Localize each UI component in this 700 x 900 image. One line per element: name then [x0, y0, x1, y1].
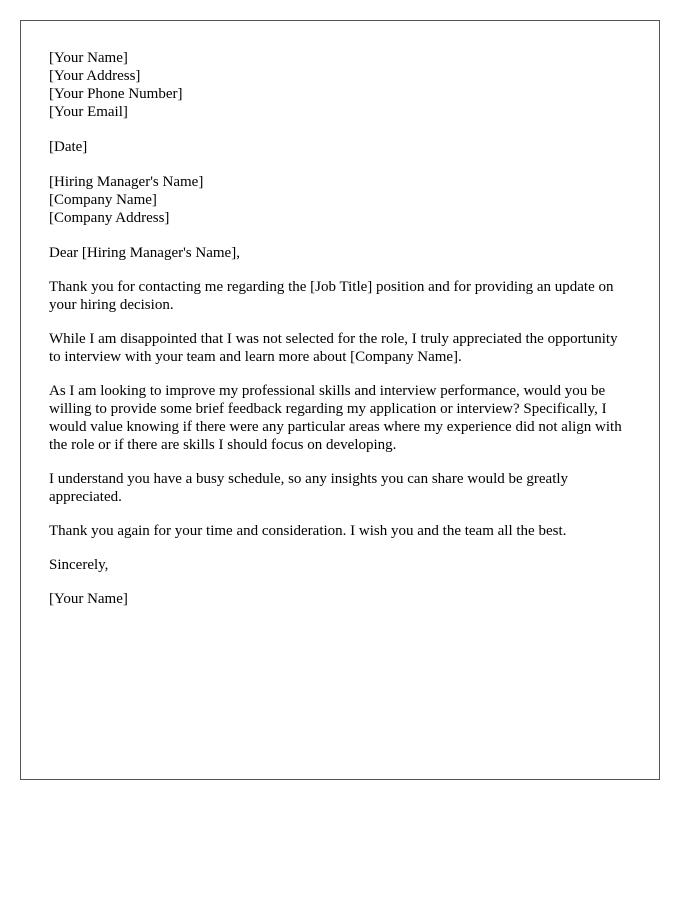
sender-email: [Your Email] — [49, 104, 128, 120]
salutation: Dear [Hiring Manager's Name], — [49, 245, 240, 261]
sender-block — [49, 49, 631, 121]
closing-block — [49, 556, 631, 574]
date-block — [49, 138, 631, 156]
body-paragraph-4: I understand you have a busy schedule, so any insights you can share would be greatly appreciated. — [49, 471, 569, 505]
recipient-company: [Company Name] — [49, 192, 157, 208]
closing: Sincerely, — [49, 557, 109, 573]
salutation-block — [49, 244, 631, 262]
recipient-block — [49, 173, 631, 227]
sender-address: [Your Address] — [49, 68, 141, 84]
body-paragraph-1: Thank you for contacting me regarding the [Job Title] position and for providing an update on your hiring decision. — [49, 279, 614, 313]
letter-page — [20, 20, 660, 780]
recipient-address: [Company Address] — [49, 210, 170, 226]
body-paragraph-3: As I am looking to improve my professional skills and interview performance, would you be willing to provide some brief feedback regarding my application or interview? Specifically, I would value knowing if there were any particular areas where my experience did not align with the role or if there are skills I should focus on developing. — [49, 383, 622, 453]
sender-name: [Your Name] — [49, 50, 128, 66]
signature-block — [49, 590, 631, 608]
letter-date: [Date] — [49, 139, 88, 155]
sender-phone: [Your Phone Number] — [49, 86, 183, 102]
signature-name: [Your Name] — [49, 591, 128, 607]
body-paragraph-5: Thank you again for your time and consideration. I wish you and the team all the best. — [49, 523, 567, 539]
body-paragraph-2: While I am disappointed that I was not selected for the role, I truly appreciated the opportunity to interview with your team and learn more about [Company Name]. — [49, 331, 618, 365]
recipient-name: [Hiring Manager's Name] — [49, 174, 204, 190]
